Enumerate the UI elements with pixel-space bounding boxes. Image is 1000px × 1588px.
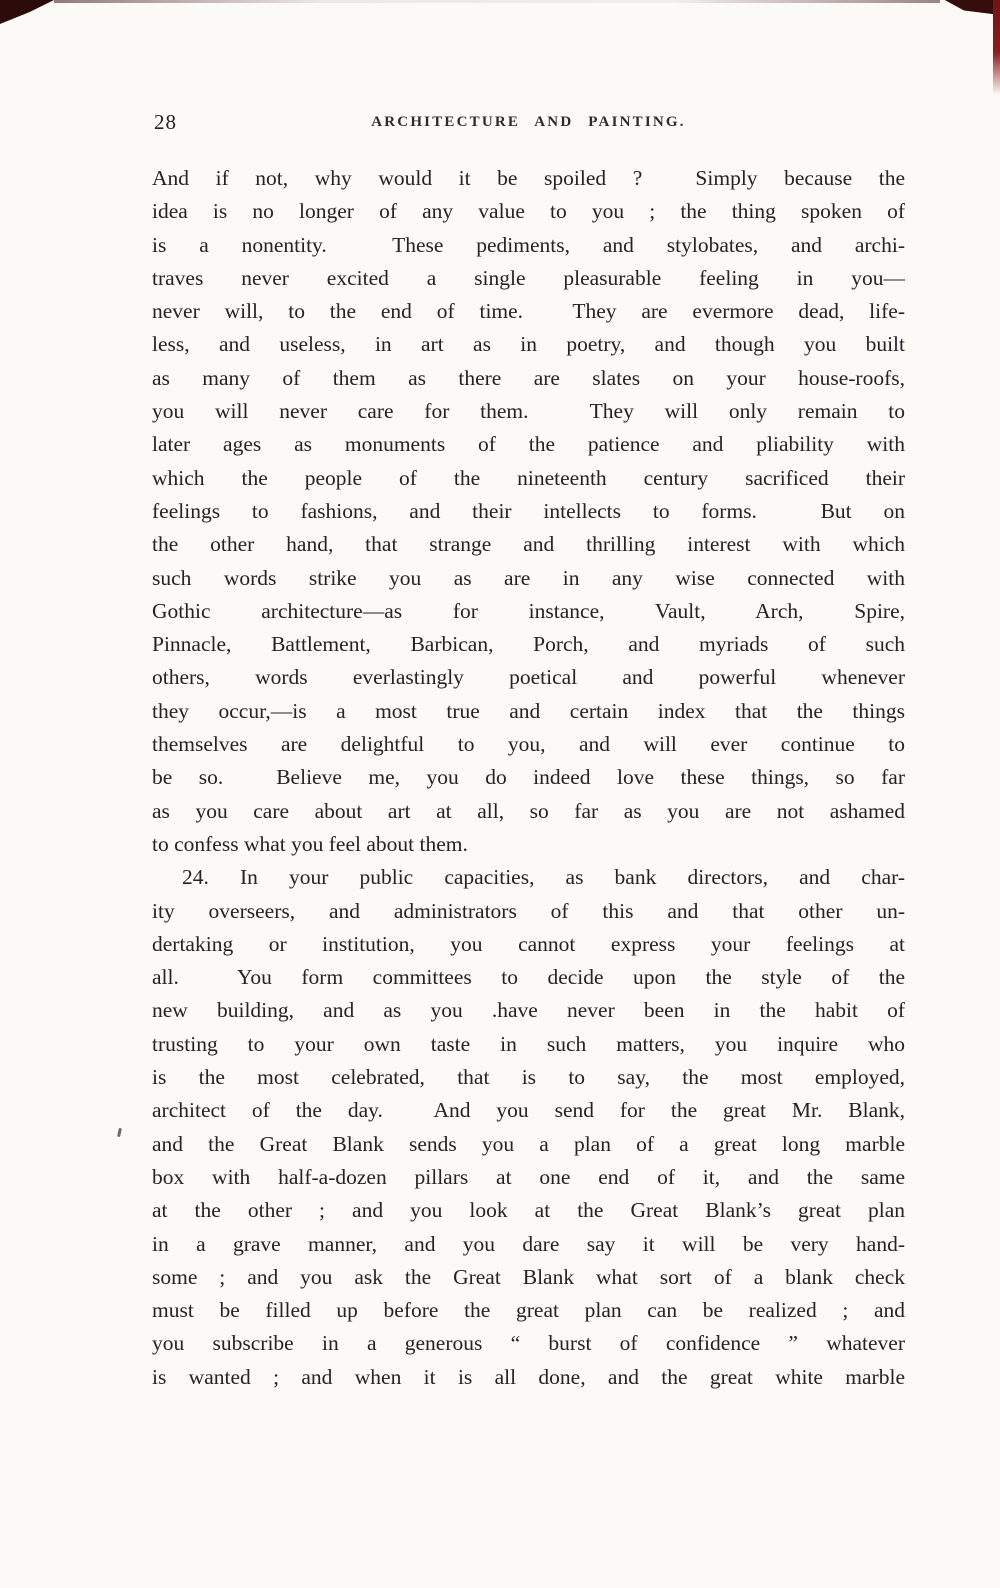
text-line: as you care about art at all, so far as you are not ashamed bbox=[152, 798, 905, 823]
running-head bbox=[152, 110, 905, 136]
text-line: at the other ; and you look at the Great Blank’s great plan bbox=[152, 1198, 905, 1223]
text-line: Pinnacle, Battlement, Barbican, Porch, and myriads of such bbox=[152, 632, 905, 657]
text-line: you will never care for them. They will only remain to bbox=[152, 399, 905, 424]
text-line: the other hand, that strange and thrilling interest with which bbox=[152, 532, 905, 557]
scan-artifact-top-right bbox=[940, 0, 1000, 15]
text-line: be so. Believe me, you do indeed love these things, so far bbox=[152, 765, 905, 790]
text-line: as many of them as there are slates on your house-roofs, bbox=[152, 365, 905, 390]
text-line: you subscribe in a generous “ burst of confidence ” whatever bbox=[152, 1331, 905, 1356]
text-line: idea is no longer of any value to you ; the thing spoken of bbox=[152, 199, 905, 224]
scan-artifact-top-left bbox=[0, 0, 54, 24]
text-line: must be filled up before the great plan can be realized ; and bbox=[152, 1298, 905, 1323]
running-title: ARCHITECTURE AND PAINTING. bbox=[371, 114, 686, 130]
text-line: never will, to the end of time. They are evermore dead, life- bbox=[152, 299, 905, 324]
scan-artifact-top-edge bbox=[54, 0, 940, 3]
text-line: later ages as monuments of the patience and pliability with bbox=[152, 432, 905, 457]
text-line: they occur,—is a most true and certain index that the things bbox=[152, 698, 905, 723]
text-line: 24. In your public capacities, as bank directors, and char- bbox=[182, 865, 905, 890]
paragraph bbox=[152, 861, 905, 1394]
text-line: is wanted ; and when it is all done, and the great white marble bbox=[152, 1364, 905, 1389]
text-line: is a nonentity. These pediments, and stylobates, and archi- bbox=[152, 232, 905, 257]
text-line: Gothic architecture—as for instance, Vault, Arch, Spire, bbox=[152, 598, 905, 623]
text-line: is the most celebrated, that is to say, the most employed, bbox=[152, 1065, 905, 1090]
text-line: new building, and as you .have never been in the habit of bbox=[152, 998, 905, 1023]
page-body bbox=[152, 162, 905, 1394]
text-line: feelings to fashions, and their intellects to forms. But on bbox=[152, 498, 905, 523]
text-line: and the Great Blank sends you a plan of a great long marble bbox=[152, 1131, 905, 1156]
text-line: box with half-a-dozen pillars at one end of it, and the same bbox=[152, 1164, 905, 1189]
text-line: themselves are delightful to you, and will ever continue to bbox=[152, 732, 905, 757]
text-line: architect of the day. And you send for the great Mr. Blank, bbox=[152, 1098, 905, 1123]
text-line: ity overseers, and administrators of this and that other un- bbox=[152, 898, 905, 923]
page-number: 28 bbox=[154, 110, 177, 134]
scan-artifact-margin-tick bbox=[117, 1128, 122, 1137]
text-line: to confess what you feel about them. bbox=[152, 831, 468, 856]
text-line: trusting to your own taste in such matters, you inquire who bbox=[152, 1031, 905, 1056]
text-line: such words strike you as are in any wise connected with bbox=[152, 565, 905, 590]
text-line: some ; and you ask the Great Blank what sort of a blank check bbox=[152, 1264, 905, 1289]
paragraph bbox=[152, 162, 905, 861]
text-line: which the people of the nineteenth century sacrificed their bbox=[152, 465, 905, 490]
scan-artifact-right-edge bbox=[993, 0, 1000, 95]
text-line: And if not, why would it be spoiled ? Simply because the bbox=[152, 166, 905, 190]
text-line: dertaking or institution, you cannot express your feelings at bbox=[152, 931, 905, 956]
text-line: traves never excited a single pleasurable feeling in you— bbox=[152, 265, 905, 290]
text-line: all. You form committees to decide upon the style of the bbox=[152, 965, 905, 990]
text-line: less, and useless, in art as in poetry, and though you built bbox=[152, 332, 905, 357]
text-line: in a grave manner, and you dare say it will be very hand- bbox=[152, 1231, 905, 1256]
text-line: others, words everlastingly poetical and powerful whenever bbox=[152, 665, 905, 690]
text-block bbox=[152, 110, 905, 1394]
